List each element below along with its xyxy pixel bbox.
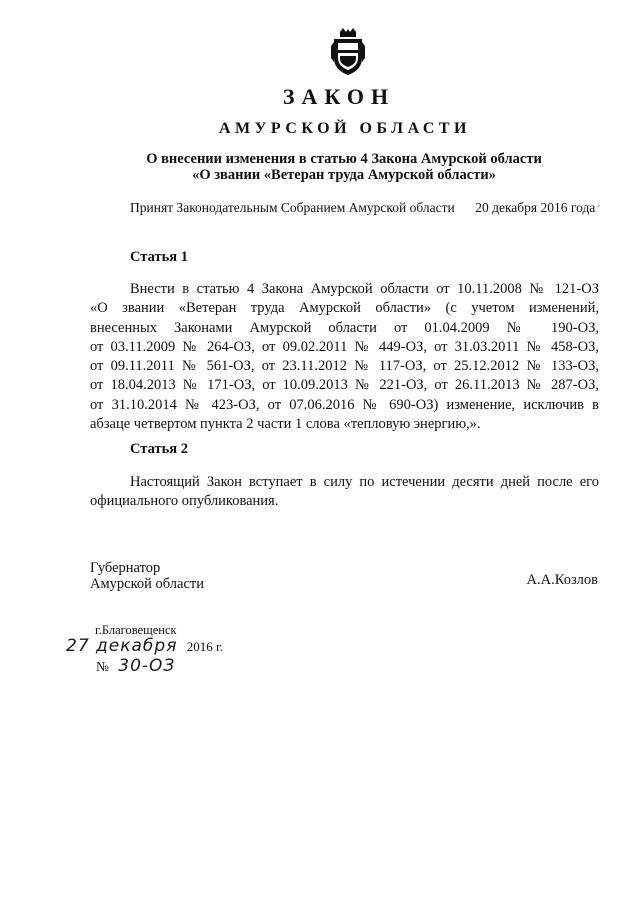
law-number-prefix: № xyxy=(96,659,109,674)
law-subject-line: «О звании «Ветеран труда Амурской области» xyxy=(192,167,496,183)
article-2-text xyxy=(90,473,599,512)
signature-position-line: Губернатор xyxy=(90,560,161,576)
signature-position-line: Амурской области xyxy=(90,576,204,592)
signatory-name: А.А.Козлов xyxy=(526,572,598,588)
article-1-text xyxy=(90,280,599,434)
adopted-date: 20 декабря 2016 года ʹ xyxy=(475,200,600,215)
article-2-heading: Статья 2 xyxy=(130,441,188,457)
article-2-line: официального опубликования. xyxy=(90,493,279,510)
adopted-by: Принят Законодательным Собранием Амурской области xyxy=(130,200,455,215)
signature-position xyxy=(90,560,204,592)
article-1-heading: Статья 1 xyxy=(130,249,188,265)
article-1-line: от 03.11.2009 № 264-ОЗ, от 09.02.2011 № 449-ОЗ, от 31.03.2011 № 458-ОЗ, xyxy=(90,338,599,355)
handwritten-law-number: 30-ОЗ xyxy=(118,656,176,676)
handwritten-date: 27 декабря xyxy=(66,636,178,656)
article-1-line: от 31.10.2014 № 423-ОЗ, от 07.06.2016 № 690-ОЗ) изменение, исключив в xyxy=(90,396,599,413)
adopted-date-text: 20 декабря 2016 года xyxy=(475,200,596,215)
region-name: АМУРСКОЙ ОБЛАСТИ xyxy=(219,120,471,137)
coat-of-arms-emblem xyxy=(328,28,368,76)
law-subject xyxy=(0,151,640,183)
law-number xyxy=(96,656,175,676)
law-title: ЗАКОН xyxy=(282,84,396,109)
place-of-signing: г.Благовещенск xyxy=(95,623,177,637)
signing-date xyxy=(66,636,223,656)
article-1-line: «О звании «Ветеран труда Амурской области» (с учетом изменений, xyxy=(90,300,599,317)
article-1-line: абзаце четвертом пункта 2 части 1 слова «тепловую энергию,». xyxy=(90,416,481,433)
article-2-line: Настоящий Закон вступает в силу по истечении десяти дней после его xyxy=(130,474,599,490)
article-1-line: Внести в статью 4 Закона Амурской области от 10.11.2008 № 121-ОЗ xyxy=(130,281,599,297)
article-1-line: внесенных Законами Амурской области от 01.04.2009 № 190-ОЗ, xyxy=(90,319,599,336)
article-1-line: от 09.11.2011 № 561-ОЗ, от 23.11.2012 № 117-ОЗ, от 25.12.2012 № 133-ОЗ, xyxy=(90,358,599,375)
law-subject-line: О внесении изменения в статью 4 Закона Амурской области xyxy=(146,151,542,167)
signing-year: 2016 г. xyxy=(186,639,224,654)
article-1-line: от 18.04.2013 № 171-ОЗ, от 10.09.2013 № 221-ОЗ, от 26.11.2013 № 287-ОЗ, xyxy=(90,377,599,394)
